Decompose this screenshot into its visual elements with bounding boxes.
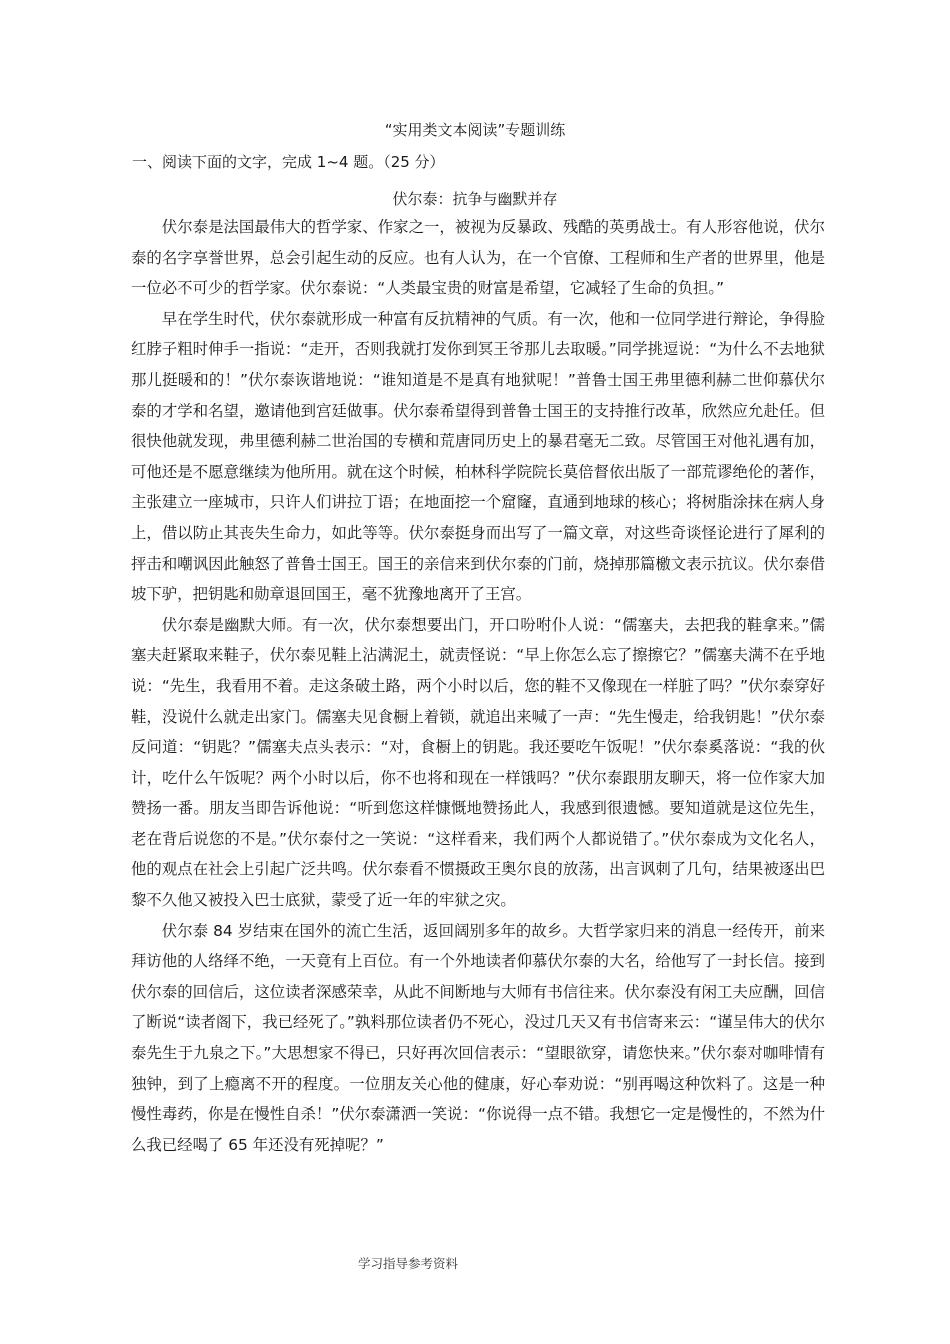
article-body [131,212,825,1160]
page-footer: 学习指导参考资料 [358,1256,459,1271]
document-title: “实用类文本阅读”专题训练 [384,121,566,139]
section-heading: 一、阅读下面的文字，完成 1~4 题。（25 分） [132,153,445,171]
paragraph: 伏尔泰是幽默大师。有一次，伏尔泰想要出门，开口吩咐仆人说：“儒塞夫，去把我的鞋拿来。”儒塞夫赶紧取来鞋子，伏尔泰见鞋上沾满泥土，就责怪说：“早上你怎么忘了擦擦它？”儒塞夫满不在乎地说：“先生，我看用不着。走这条破土路，两个小时以后，您的鞋不又像现在一样脏了吗？”伏尔泰穿好鞋，没说什么就走出家门。儒塞夫见食橱上着锁，就追出来喊了一声：“先生慢走，给我钥匙！”伏尔泰反问道：“钥匙？”儒塞夫点头表示：“对，食橱上的钥匙。我还要吃午饭呢！”伏尔泰奚落说：“我的伙计，吃什么午饭呢？两个小时以后，你不也将和现在一样饿吗？”伏尔泰跟朋友聊天，将一位作家大加赞扬一番。朋友当即告诉他说：“听到您这样慷慨地赞扬此人，我感到很遗憾。要知道就是这位先生，老在背后说您的不是。”伏尔泰付之一笑说：“这样看来，我们两个人都说错了。”伏尔泰成为文化名人，他的观点在社会上引起广泛共鸣。伏尔泰看不惯摄政王奥尔良的放荡，出言讽刺了几句，结果被逐出巴黎不久他又被投入巴士底狱，蒙受了近一年的牢狱之灾。 [131,615,825,910]
article-title: 伏尔泰：抗争与幽默并存 [392,190,558,208]
paragraph: 伏尔泰 84 岁结束在国外的流亡生活，返回阔别多年的故乡。大哲学家归来的消息一经传开，前来拜访他的人络绎不绝，一天竟有上百位。有一个外地读者仰慕伏尔泰的大名，给他写了一封长信。接到伏尔泰的回信后，这位读者深感荣幸，从此不间断地与大师有书信往来。伏尔泰没有闲工夫应酬，回信了断说“读者阁下，我已经死了。”孰料那位读者仍不死心，没过几天又有书信寄来云：“谨呈伟大的伏尔泰先生于九泉之下。”大思想家不得已，只好再次回信表示：“望眼欲穿，请您快来。”伏尔泰对咖啡情有独钟，到了上瘾离不开的程度。一位朋友关心他的健康，好心奉劝说：“别再喝这种饮料了。这是一种慢性毒药，你是在慢性自杀！”伏尔泰潇洒一笑说：“你说得一点不错。我想它一定是慢性的，不然为什么我已经喝了 65 年还没有死掉呢？” [131,921,825,1154]
paragraph: 早在学生时代，伏尔泰就形成一种富有反抗精神的气质。有一次，他和一位同学进行辩论，争得脸红脖子粗时伸手一指说：“走开，否则我就打发你到冥王爷那儿去取暖。”同学挑逗说：“为什么不去地狱那儿挺暖和的！”伏尔泰诙谐地说：“谁知道是不是真有地狱呢！”普鲁士国王弗里德利赫二世仰慕伏尔泰的才学和名望，邀请他到宫廷做事。伏尔泰希望得到普鲁士国王的支持推行改革，欣然应允赴任。但很快他就发现，弗里德利赫二世治国的专横和荒唐同历史上的暴君毫无二致。尽管国王对他礼遇有加，可他还是不愿意继续为他所用。就在这个时候，柏林科学院院长莫倍督依出版了一部荒谬绝伦的著作，主张建立一座城市，只许人们讲拉丁语；在地面挖一个窟窿，直通到地球的核心；将树脂涂抹在病人身上，借以防止其丧失生命力，如此等等。伏尔泰挺身而出写了一篇文章，对这些奇谈怪论进行了犀利的抨击和嘲讽因此触怒了普鲁士国王。国王的亲信来到伏尔泰的门前，烧掉那篇檄文表示抗议。伏尔泰借坡下驴，把钥匙和勋章退回国王，毫不犹豫地离开了王宫。 [131,309,825,604]
paragraph: 伏尔泰是法国最伟大的哲学家、作家之一，被视为反暴政、残酷的英勇战士。有人形容他说，伏尔泰的名字享誉世界，总会引起生动的反应。也有人认为，在一个官僚、工程师和生产者的世界里，他是一位必不可少的哲学家。伏尔泰说：“人类最宝贵的财富是希望，它减轻了生命的负担。” [131,218,825,298]
